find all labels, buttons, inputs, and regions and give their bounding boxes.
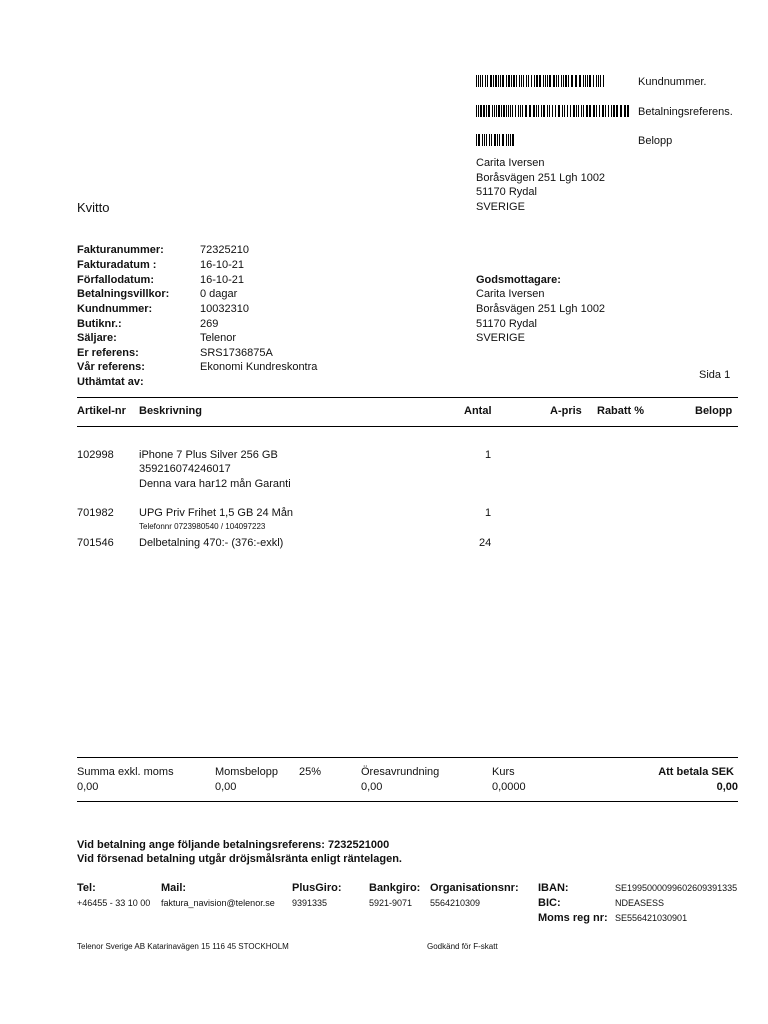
barcode-bar <box>589 75 591 87</box>
info-value: 0 dagar <box>200 288 238 300</box>
barcode-bar <box>497 134 498 146</box>
barcode-bar <box>578 105 579 117</box>
barcode-bar <box>593 105 595 117</box>
rounding-value: 0,00 <box>361 781 383 793</box>
info-value: 16-10-21 <box>200 259 245 271</box>
barcode-bar <box>589 105 591 117</box>
footer-bankgiro-label: Bankgiro: <box>369 882 421 894</box>
footer-bankgiro: 5921-9071 <box>369 898 413 908</box>
barcode-bar <box>529 105 531 117</box>
info-value: 72325210 <box>200 244 249 256</box>
table-header-rule <box>77 426 738 427</box>
barcode-bar <box>562 105 563 117</box>
info-label: Kundnummer: <box>77 303 153 315</box>
barcode-bar <box>605 105 606 117</box>
barcode-bar <box>596 105 597 117</box>
barcode-bar <box>552 105 553 117</box>
barcode-bar <box>522 105 523 117</box>
barcode-bar <box>519 75 520 87</box>
barcode-bar <box>624 105 626 117</box>
recipient-postal: 51170 Rydal <box>476 186 537 198</box>
barcode-bar <box>502 75 504 87</box>
barcode-bar <box>585 75 586 87</box>
row-description: Delbetalning 470:- (376:-exkl) <box>139 537 284 549</box>
barcode-bar <box>500 75 501 87</box>
row-article: 701982 <box>77 507 114 519</box>
barcode-bar <box>616 105 618 117</box>
barcode-bar <box>512 105 513 117</box>
barcode-bar <box>508 134 510 146</box>
barcode-bar <box>576 105 577 117</box>
barcode-bar <box>515 105 516 117</box>
barcode-bar <box>558 105 560 117</box>
page-number: Sida 1 <box>699 369 731 381</box>
barcode-bar <box>487 75 488 87</box>
rounding-label: Öresavrundning <box>361 766 440 778</box>
late-payment-note: Vid försenad betalning utgår dröjsmålsränta enligt räntelagen. <box>77 853 402 865</box>
barcode-bar <box>508 75 510 87</box>
barcode-bar <box>565 75 567 87</box>
barcode-bar <box>523 75 524 87</box>
barcode-bar <box>492 105 493 117</box>
rate-label: Kurs <box>492 766 515 778</box>
barcode-bar <box>571 75 573 87</box>
barcode-bar <box>541 105 542 117</box>
barcode-bar <box>482 75 483 87</box>
totals-top-rule <box>77 757 738 758</box>
barcode-bar <box>547 105 548 117</box>
barcode-bar <box>603 75 604 87</box>
barcode-bar <box>516 75 517 87</box>
row-quantity: 24 <box>479 537 492 549</box>
footer-iban: SE1995000099602609391335 <box>615 883 738 893</box>
barcode-bar <box>570 105 571 117</box>
info-label: Fakturadatum : <box>77 259 157 271</box>
footer-bic: NDEASESS <box>615 898 665 908</box>
barcode-bar <box>539 75 541 87</box>
barcode-bar <box>502 134 504 146</box>
info-value: 269 <box>200 318 219 330</box>
footer-ftax: Godkänd för F-skatt <box>427 942 498 951</box>
barcode-bar <box>536 105 537 117</box>
col-header-description: Beskrivning <box>139 405 202 417</box>
recipient-street: Boråsvägen 251 Lgh 1002 <box>476 172 606 184</box>
barcode-bar <box>499 134 500 146</box>
barcode-bar <box>521 75 522 87</box>
info-label: Förfallodatum: <box>77 274 154 286</box>
consignee-street: Boråsvägen 251 Lgh 1002 <box>476 303 606 315</box>
vat-value: 0,00 <box>215 781 237 793</box>
col-header-unit-price: A-pris <box>550 405 582 417</box>
footer-org-label: Organisationsnr: <box>430 882 519 894</box>
barcode-bar <box>480 75 481 87</box>
footer-plusgiro: 9391335 <box>292 898 328 908</box>
to-pay-label: Att betala SEK <box>658 766 734 778</box>
barcode-bar <box>503 105 505 117</box>
barcode-bar <box>564 105 565 117</box>
barcode-bar <box>512 134 514 146</box>
barcode-bar <box>506 134 507 146</box>
barcode-bar <box>534 75 535 87</box>
info-label: Butiknr.: <box>77 318 122 330</box>
barcode-bar <box>543 105 545 117</box>
info-value: 16-10-21 <box>200 274 245 286</box>
barcode-bar <box>583 105 584 117</box>
barcode-bar <box>510 105 511 117</box>
barcode-bar <box>482 134 483 146</box>
consignee-country: SVERIGE <box>476 332 525 344</box>
barcode-bar <box>611 105 612 117</box>
row-description: iPhone 7 Plus Silver 256 GB <box>139 449 278 461</box>
row-quantity: 1 <box>485 449 492 461</box>
barcode-bar <box>506 105 507 117</box>
barcode-bar <box>525 105 527 117</box>
consignee-postal: 51170 Rydal <box>476 318 537 330</box>
barcode-bar <box>488 105 490 117</box>
barcode-bar <box>563 75 564 87</box>
barcode-bar <box>555 105 556 117</box>
barcode-bar <box>501 105 502 117</box>
barcode-bar <box>573 105 575 117</box>
barcode-bar <box>549 75 551 87</box>
col-header-amount: Belopp <box>695 405 733 417</box>
barcode-label-customer-number: Kundnummer. <box>638 76 707 88</box>
barcode-bar <box>511 75 512 87</box>
barcode-bar <box>620 105 622 117</box>
rate-value: 0,0000 <box>492 781 526 793</box>
footer-tel-label: Tel: <box>77 882 96 894</box>
barcode-label-amount: Belopp <box>638 135 673 147</box>
barcode-bar <box>568 75 569 87</box>
row-description-line3: Denna vara har12 mån Garanti <box>139 478 291 490</box>
row-article: 102998 <box>77 449 114 461</box>
row-description-phone: Telefonnr 0723980540 / 104097223 <box>139 522 266 531</box>
footer-mail-label: Mail: <box>161 882 187 894</box>
barcode-bar <box>600 75 601 87</box>
barcode-bar <box>547 75 548 87</box>
barcode-payment-reference <box>476 105 632 117</box>
info-label: Säljare: <box>77 332 117 344</box>
barcode-bar <box>581 105 582 117</box>
barcode-bar <box>476 105 477 117</box>
barcode-bar <box>483 105 485 117</box>
barcode-bar <box>579 75 581 87</box>
recipient-name: Carita Iversen <box>476 157 545 169</box>
barcode-bar <box>598 75 599 87</box>
info-label: Uthämtat av: <box>77 376 144 388</box>
footer-mail: faktura_navision@telenor.se <box>161 898 275 908</box>
row-article: 701546 <box>77 537 114 549</box>
barcode-bar <box>498 105 500 117</box>
barcode-customer-number <box>476 75 606 87</box>
barcode-bar <box>476 134 477 146</box>
footer-plusgiro-label: PlusGiro: <box>292 882 342 894</box>
barcode-bar <box>485 75 486 87</box>
footer-company-address: Telenor Sverige AB Katarinavägen 15 116 45 STOCKHOLM <box>77 942 289 951</box>
barcode-bar <box>491 134 492 146</box>
barcode-bar <box>478 75 479 87</box>
barcode-bar <box>596 75 597 87</box>
info-value: 10032310 <box>200 303 249 315</box>
barcode-bar <box>498 75 499 87</box>
barcode-bar <box>480 105 482 117</box>
consignee-name: Carita Iversen <box>476 288 545 300</box>
barcode-bar <box>494 105 495 117</box>
barcode-bar <box>593 75 594 87</box>
barcode-bar <box>556 75 557 87</box>
info-label: Vår referens: <box>77 361 145 373</box>
barcode-bar <box>490 75 492 87</box>
vat-rate: 25% <box>299 766 322 778</box>
barcode-bar <box>476 75 477 87</box>
barcode-bar <box>561 75 562 87</box>
footer-org: 5564210309 <box>430 898 481 908</box>
barcode-bar <box>549 105 550 117</box>
barcode-bar <box>545 75 546 87</box>
barcode-bar <box>587 75 588 87</box>
barcode-bar <box>478 105 479 117</box>
barcode-bar <box>627 105 629 117</box>
footer-tel: +46455 - 33 10 00 <box>77 898 151 908</box>
barcode-bar <box>493 75 494 87</box>
barcode-bar <box>567 105 568 117</box>
footer-vatreg: SE556421030901 <box>615 913 688 923</box>
barcode-bar <box>533 105 535 117</box>
info-value: Ekonomi Kundreskontra <box>200 361 318 373</box>
footer-vatreg-label: Moms reg nr: <box>538 912 608 924</box>
table-top-rule <box>77 397 738 398</box>
col-header-quantity: Antal <box>464 405 492 417</box>
row-description: UPG Priv Frihet 1,5 GB 24 Mån <box>139 507 294 519</box>
row-quantity: 1 <box>485 507 492 519</box>
barcode-bar <box>489 134 490 146</box>
barcode-bar <box>484 134 486 146</box>
barcode-bar <box>553 75 555 87</box>
totals-bottom-rule <box>77 801 738 802</box>
row-description-line2: 359216074246017 <box>139 463 231 475</box>
barcode-bar <box>583 75 584 87</box>
barcode-bar <box>494 134 496 146</box>
barcode-bar <box>478 134 480 146</box>
barcode-bar <box>520 105 521 117</box>
barcode-bar <box>528 75 529 87</box>
info-label: Fakturanummer: <box>77 244 164 256</box>
info-label: Betalningsvillkor: <box>77 288 170 300</box>
footer-iban-label: IBAN: <box>538 882 569 894</box>
info-value: SRS1736875A <box>200 347 273 359</box>
barcode-bar <box>608 105 609 117</box>
barcode-bar <box>496 105 497 117</box>
barcode-bar <box>613 105 615 117</box>
barcode-bar <box>538 105 539 117</box>
page-title: Kvitto <box>77 200 110 215</box>
barcode-bar <box>536 75 538 87</box>
barcode-bar <box>486 134 487 146</box>
sum-excl-value: 0,00 <box>77 781 99 793</box>
barcode-amount <box>476 134 516 146</box>
consignee-heading: Godsmottagare: <box>476 274 561 286</box>
footer-bic-label: BIC: <box>538 897 561 909</box>
recipient-country: SVERIGE <box>476 201 525 213</box>
barcode-bar <box>506 75 507 87</box>
sum-excl-label: Summa exkl. moms <box>77 766 174 778</box>
barcode-label-payment-reference: Betalningsreferens. <box>638 106 733 118</box>
barcode-bar <box>486 105 487 117</box>
barcode-bar <box>518 105 519 117</box>
info-value: Telenor <box>200 332 237 344</box>
barcode-bar <box>586 105 588 117</box>
barcode-bar <box>513 75 515 87</box>
barcode-bar <box>602 105 604 117</box>
barcode-bar <box>558 75 559 87</box>
barcode-bar <box>508 105 509 117</box>
barcode-bar <box>575 75 577 87</box>
barcode-bar <box>531 75 532 87</box>
vat-label: Momsbelopp <box>215 766 278 778</box>
info-label: Er referens: <box>77 347 139 359</box>
to-pay-value: 0,00 <box>716 781 738 793</box>
barcode-bar <box>599 105 600 117</box>
barcode-bar <box>510 134 511 146</box>
barcode-bar <box>526 75 527 87</box>
col-header-discount: Rabatt % <box>597 405 645 417</box>
barcode-bar <box>543 75 544 87</box>
payment-reference-note: Vid betalning ange följande betalningsreferens: 7232521000 <box>77 839 390 851</box>
barcode-bar <box>495 75 497 87</box>
col-header-article: Artikel-nr <box>77 405 126 417</box>
